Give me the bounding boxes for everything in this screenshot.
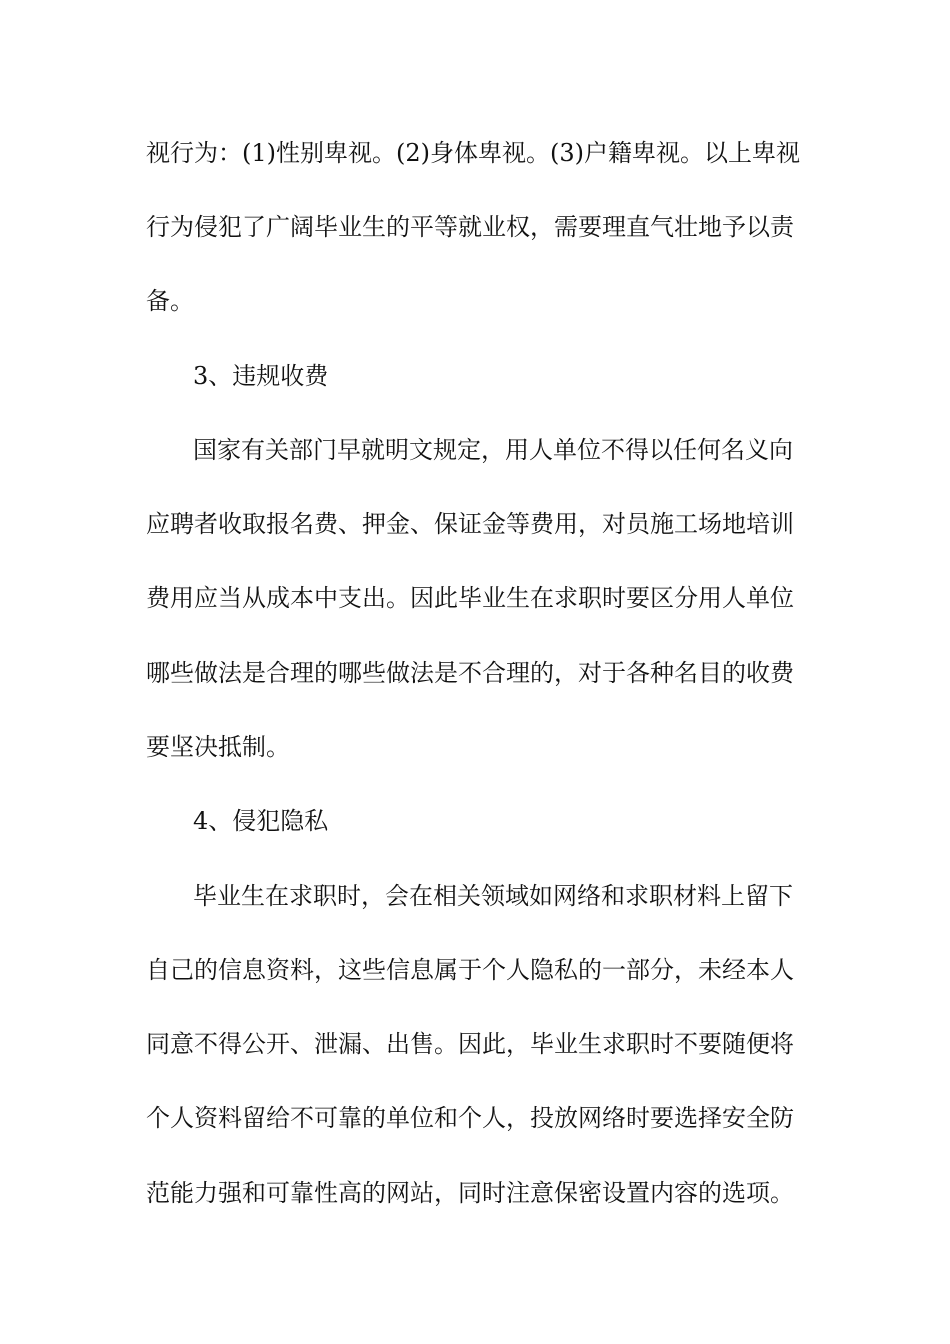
- text-line: 国家有关部门早就明文规定，用人单位不得以任何名义向: [193, 436, 793, 464]
- text-line: 视行为：(1)性别卑视。(2)身体卑视。(3)户籍卑视。以上卑视: [146, 139, 800, 167]
- text-line: 备。: [146, 287, 194, 315]
- text-line: 应聘者收取报名费、押金、保证金等费用，对员施工场地培训: [146, 510, 794, 538]
- text-line: 费用应当从成本中支出。因此毕业生在求职时要区分用人单位: [146, 584, 794, 612]
- text-line: 同意不得公开、泄漏、出售。因此，毕业生求职时不要随便将: [146, 1030, 794, 1058]
- text-line: 行为侵犯了广阔毕业生的平等就业权，需要理直气壮地予以责: [146, 213, 794, 241]
- section-heading-3: 3、违规收费: [193, 362, 329, 390]
- section-heading-4: 4、侵犯隐私: [193, 807, 329, 835]
- text-line: 哪些做法是合理的哪些做法是不合理的，对于各种名目的收费: [146, 659, 794, 687]
- text-line: 自己的信息资料，这些信息属于个人隐私的一部分，未经本人: [146, 956, 794, 984]
- text-line: 要坚决抵制。: [146, 733, 290, 761]
- text-line: 个人资料留给不可靠的单位和个人，投放网络时要选择安全防: [146, 1104, 794, 1132]
- text-line: 范能力强和可靠性高的网站，同时注意保密设置内容的选项。: [146, 1179, 794, 1207]
- text-line: 毕业生在求职时，会在相关领域如网络和求职材料上留下: [193, 882, 793, 910]
